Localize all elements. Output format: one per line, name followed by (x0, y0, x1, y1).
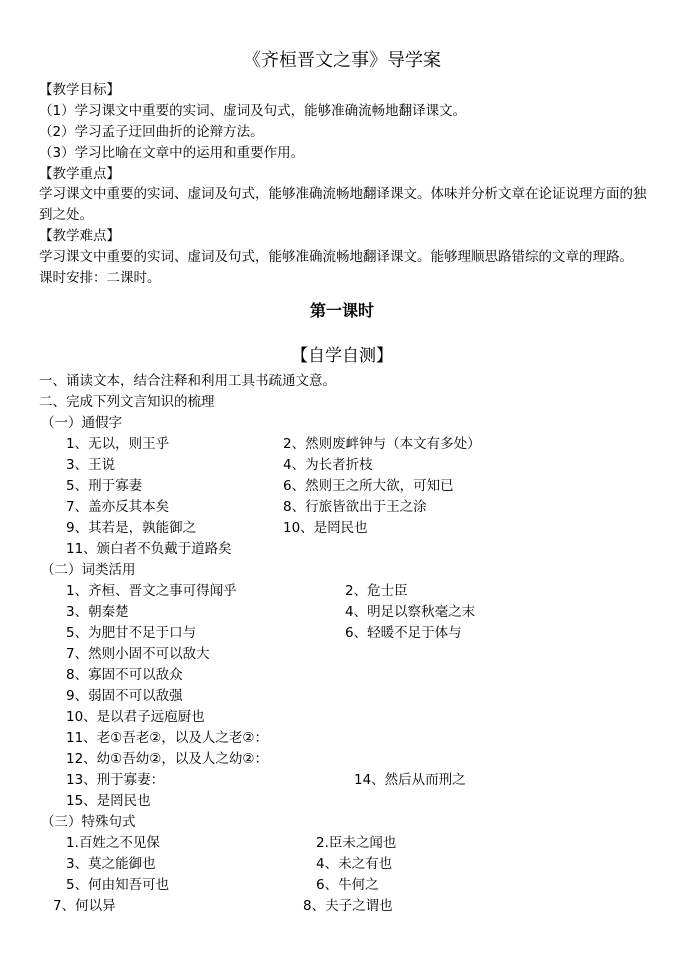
list-item: 12、幼①吾幼②，以及人之幼②： (66, 751, 268, 767)
list-item: 9、弱固不可以敌强 (66, 688, 183, 704)
list-item: 6、然则王之所大欲，可知已 (283, 478, 454, 494)
list-item: 10、是罔民也 (283, 520, 368, 536)
list-item: 2、然则废衅钟与（本文有多处） (283, 436, 481, 452)
goal-item: （2）学习孟子迂回曲折的论辩方法。 (39, 124, 264, 140)
difficulties-text: 学习课文中重要的实词、虚词及句式，能够准确流畅地翻译课文。能够理顺思路错综的文章的理路。 (39, 249, 633, 265)
list-item: 14、然后从而刑之 (354, 772, 466, 788)
list-item: 13、刑于寡妻： (66, 772, 165, 788)
list-item: 11、老①吾老②，以及人之老②： (66, 730, 268, 746)
list-item: 6、轻暖不足于体与 (345, 625, 462, 641)
difficulties-heading: 【教学难点】 (39, 228, 120, 244)
lesson-title: 第一课时 (309, 301, 374, 320)
goal-item: （1）学习课文中重要的实词、虚词及句式，能够准确流畅地翻译课文。 (39, 103, 467, 119)
list-item: 4、未之有也 (316, 856, 393, 872)
list-item: 6、牛何之 (316, 877, 379, 893)
list-item: 8、行旅皆欲出于王之涂 (283, 499, 427, 515)
list-item: 10、是以君子远庖厨也 (66, 709, 205, 725)
list-item: 9、其若是，孰能御之 (66, 520, 197, 536)
list-item: 11、颁白者不负戴于道路矣 (66, 541, 232, 557)
list-item: 5、为肥甘不足于口与 (66, 625, 197, 641)
list-item: 4、为长者折枝 (283, 457, 373, 473)
list-item: 3、莫之能御也 (66, 856, 156, 872)
key-points-text: 学习课文中重要的实词、虚词及句式，能够准确流畅地翻译课文。体味并分析文章在论证说理方面的独到之处。 (39, 186, 647, 223)
list-item: 1.百姓之不见保 (66, 835, 160, 851)
list-item: 5、何由知吾可也 (66, 877, 170, 893)
section-title: 【自学自测】 (291, 346, 393, 366)
list-item: 2、危士臣 (345, 583, 408, 599)
list-item: 2.臣未之闻也 (316, 835, 397, 851)
goal-item: （3）学习比喻在文章中的运用和重要作用。 (39, 145, 305, 161)
list-item: 3、王说 (66, 457, 116, 473)
part1-heading: （一）通假字 (41, 415, 122, 431)
list-item: 4、明足以察秋毫之末 (345, 604, 476, 620)
task-item: 一、诵读文本，结合注释和利用工具书疏通文意。 (39, 373, 336, 389)
key-points-heading: 【教学重点】 (39, 166, 120, 182)
schedule-text: 课时安排：二课时。 (39, 270, 161, 286)
list-item: 1、齐桓、晋文之事可得闻乎 (66, 583, 237, 599)
task-item: 二、完成下列文言知识的梳理 (39, 394, 215, 410)
list-item: 1、无以，则王乎 (66, 436, 170, 452)
list-item: 8、寡固不可以敌众 (66, 667, 183, 683)
list-item: 7、何以异 (53, 898, 116, 914)
list-item: 15、是罔民也 (66, 793, 151, 809)
list-item: 7、盖亦反其本矣 (66, 499, 170, 515)
list-item: 8、夫子之谓也 (303, 898, 393, 914)
list-item: 5、刑于寡妻 (66, 478, 143, 494)
document-title: 《齐桓晋文之事》导学案 (243, 50, 441, 71)
part2-heading: （二）词类活用 (41, 562, 136, 578)
list-item: 3、朝秦楚 (66, 604, 129, 620)
part3-heading: （三）特殊句式 (41, 814, 136, 830)
list-item: 7、然则小固不可以敌大 (66, 646, 210, 662)
goals-heading: 【教学目标】 (39, 82, 120, 98)
